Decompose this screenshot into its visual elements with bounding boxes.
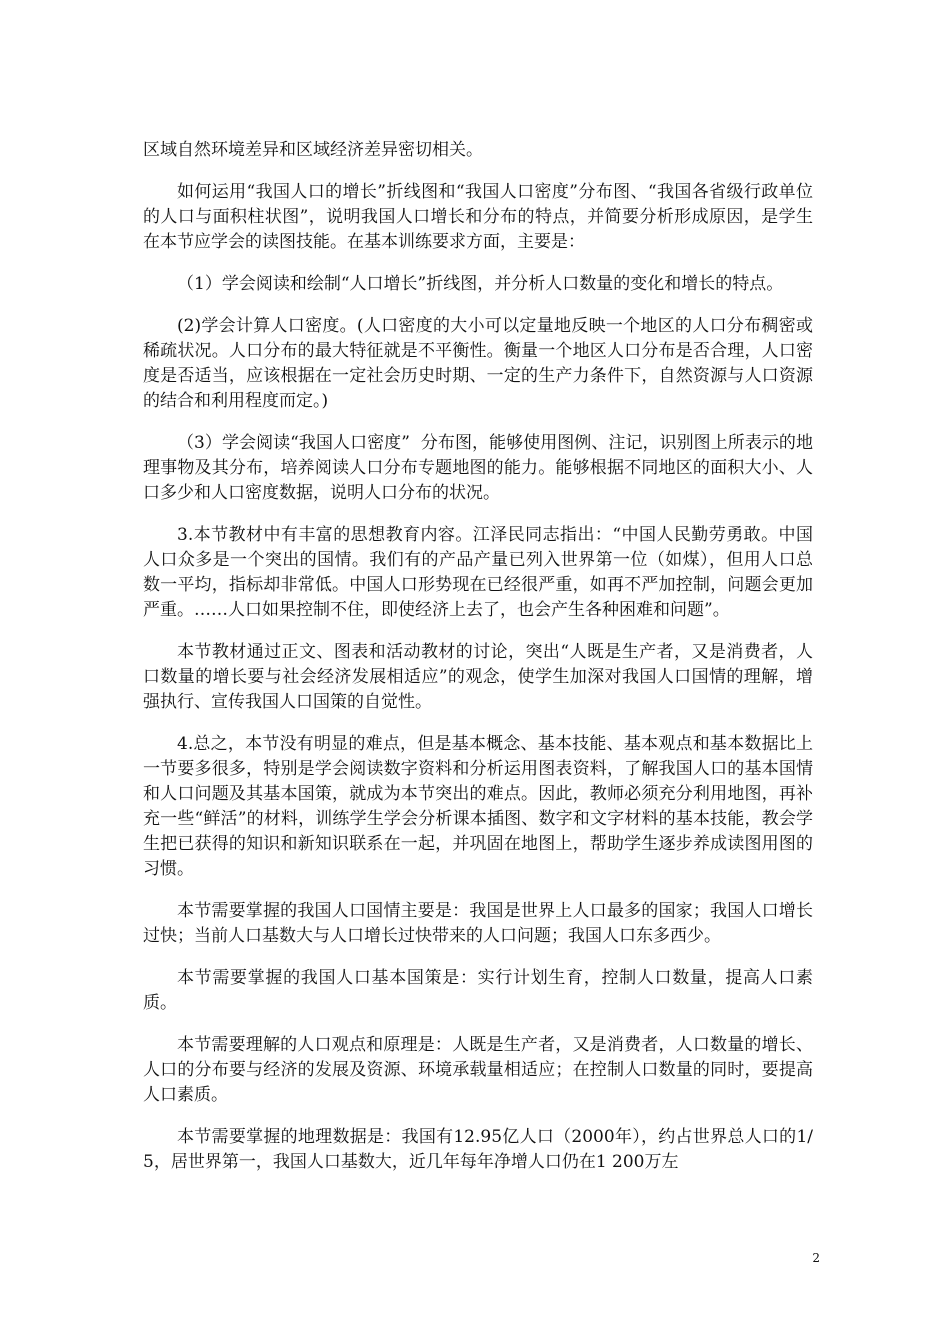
- paragraph-map-skills: 如何运用“我国人口的增长”折线图和“我国人口密度”分布图、“我国各省级行政单位的人口与面积柱状图”，说明我国人口增长和分布的特点，并简要分析形成原因，是学生在本节应学会的读图技能。在基本训练要求方面，主要是：: [143, 182, 813, 252]
- page-number: 2: [812, 1251, 820, 1265]
- paragraph-item-1: （1）学会阅读和绘制“人口增长”折线图，并分析人口数量的变化和增长的特点。: [177, 274, 784, 294]
- paragraph-discussion: 本节教材通过正文、图表和活动教材的讨论，突出“人既是生产者，又是消费者，人口数量的增长要与社会经济发展相适应”的观念，使学生加深对我国人口国情的理解，增强执行、宣传我国人口国策的自觉性。: [143, 642, 813, 712]
- paragraph-population-viewpoint: 本节需要理解的人口观点和原理是：人既是生产者，又是消费者，人口数量的增长、人口的分布要与经济的发展及资源、环境承载量相适应；在控制人口数量的同时，要提高人口素质。: [143, 1035, 813, 1105]
- page-body: [143, 138, 813, 1192]
- paragraph-continuation: 区域自然环境差异和区域经济差异密切相关。: [143, 140, 483, 160]
- paragraph-section-3: 3.本节教材中有丰富的思想教育内容。江泽民同志指出：“中国人民勤劳勇敢。中国人口众多是一个突出的国情。我们有的产品产量已列入世界第一位（如煤），但用人口总数一平均，指标却非常低。中国人口形势现在已经很严重，如再不严加控制，问题会更加严重。……人口如果控制不住，即使经济上去了，也会产生各种困难和问题”。: [143, 525, 813, 620]
- paragraph-item-3: （3）学会阅读“我国人口密度” 分布图，能够使用图例、注记，识别图上所表示的地理事物及其分布，培养阅读人口分布专题地图的能力。能够根据不同地区的面积大小、人口多少和人口密度数据，说明人口分布的状况。: [143, 433, 813, 503]
- paragraph-national-conditions: 本节需要掌握的我国人口国情主要是：我国是世界上人口最多的国家；我国人口增长过快；当前人口基数大与人口增长过快带来的人口问题；我国人口东多西少。: [143, 901, 813, 946]
- paragraph-geographic-data: 本节需要掌握的地理数据是：我国有12.95亿人口（2000年），约占世界总人口的1/5，居世界第一，我国人口基数大，近几年每年净增人口仍在1 200万左: [143, 1127, 813, 1172]
- paragraph-section-4: 4.总之，本节没有明显的难点，但是基本概念、基本技能、基本观点和基本数据比上一节要多很多，特别是学会阅读数字资料和分析运用图表资料，了解我国人口的基本国情和人口问题及其基本国策，就成为本节突出的难点。因此，教师必须充分利用地图，再补充一些“鲜活”的材料，训练学生学会分析课本插图、数字和文字材料的基本技能，教会学生把已获得的知识和新知识联系在一起，并巩固在地图上，帮助学生逐步养成读图用图的习惯。: [143, 734, 813, 879]
- paragraph-item-2: (2)学会计算人口密度。(人口密度的大小可以定量地反映一个地区的人口分布稠密或稀疏状况。人口分布的最大特征就是不平衡性。衡量一个地区人口分布是否合理，人口密度是否适当，应该根据在一定社会历史时期、一定的生产力条件下，自然资源与人口资源的结合和利用程度而定。): [143, 316, 813, 411]
- paragraph-basic-policy: 本节需要掌握的我国人口基本国策是：实行计划生育，控制人口数量，提高人口素质。: [143, 968, 813, 1013]
